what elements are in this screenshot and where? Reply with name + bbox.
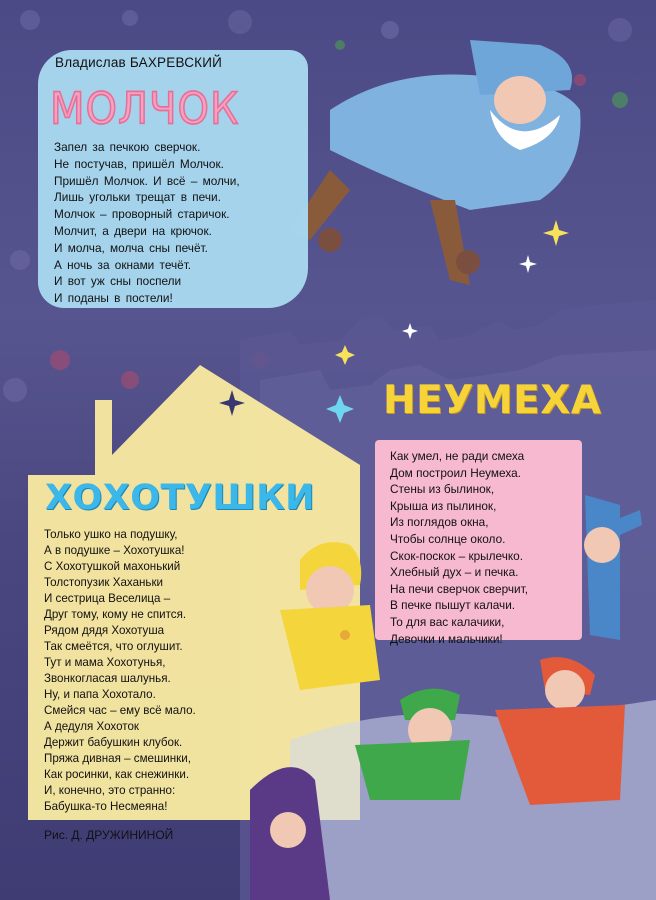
- poem-line: Как умел, не ради смеха: [390, 449, 525, 463]
- poem-line: И вот уж сны поспели: [54, 274, 182, 289]
- poem-title-neumekha: НЕУМЕХА: [383, 378, 602, 423]
- poem-line: Толстопузик Хаханьки: [44, 576, 164, 589]
- poem-text-khokhotushki: [44, 527, 196, 815]
- poem-line: Звонкогласая шалунья.: [44, 672, 171, 685]
- poem-line: Хлебный дух – и печка.: [390, 565, 519, 580]
- poem-line: В печке пышут калачи.: [390, 598, 516, 613]
- poem-line: С Хохотушкой махонький: [44, 560, 181, 573]
- poem-line: Пришёл Молчок. И всё – молчи,: [54, 173, 240, 188]
- poem-text-molchok: [54, 139, 240, 307]
- poem-line: И молча, молча сны печёт.: [54, 240, 208, 255]
- poem-line: Чтобы солнце около.: [390, 531, 506, 546]
- poem-line: Скок-поскок – крылечко.: [390, 548, 523, 563]
- poem-line: Лишь угольки трещат в печи.: [54, 190, 221, 205]
- poem-line: То для вас калачики,: [390, 614, 505, 629]
- poem-title-khokhotushki: ХОХОТУШКИ: [45, 478, 315, 518]
- poem-line: И поданы в постели!: [54, 291, 173, 306]
- poem-line: Крыша из пылинок,: [390, 498, 497, 513]
- poem-line: А дедуля Хохоток: [44, 720, 139, 733]
- poem-line: Так смеётся, что оглушит.: [44, 640, 183, 653]
- poem-line: Дом построил Неумеха.: [390, 465, 521, 480]
- poem-line: Запел за печкою сверчок.: [54, 140, 201, 154]
- poem-line: Как росинки, как снежинки.: [44, 768, 190, 781]
- poem-line: На печи сверчок сверчит,: [390, 581, 528, 596]
- molchok-old-man-icon: [290, 40, 581, 285]
- crescent-moon-icon: [371, 258, 397, 297]
- poem-line: Держит бабушкин клубок.: [44, 736, 183, 749]
- poem-line: А в подушке – Хохотушка!: [44, 544, 185, 557]
- poem-line: Бабушка-то Несмеяна!: [44, 800, 168, 813]
- poem-text-neumekha: [390, 448, 528, 647]
- poem-line: Из поглядов окна,: [390, 515, 489, 530]
- illustrator-credit: Рис. Д. ДРУЖИНИНОЙ: [44, 828, 174, 842]
- poem-line: И, конечно, это странно:: [44, 784, 176, 797]
- poem-line: Девочки и мальчики!: [390, 631, 503, 646]
- poem-line: Стены из былинок,: [390, 482, 495, 497]
- poem-title-molchok: МОЛЧОК: [50, 83, 240, 135]
- poem-line: Пряжа дивная – смешинки,: [44, 752, 191, 765]
- author-name: Владислав БАХРЕВСКИЙ: [55, 55, 223, 70]
- poem-line: Молчит, а двери на крючок.: [54, 223, 212, 238]
- poem-line: Ну, и папа Хохотало.: [44, 688, 156, 701]
- poem-line: А ночь за окнами течёт.: [54, 257, 192, 272]
- poem-line: Друг тому, кому не спится.: [44, 608, 187, 621]
- poem-line: Смейся час – ему всё мало.: [44, 704, 196, 717]
- poem-line: Тут и мама Хохотунья,: [44, 656, 166, 669]
- poem-line: Молчок – проворный старичок.: [54, 207, 230, 222]
- poem-line: Не постучав, пришёл Молчок.: [54, 156, 224, 171]
- poem-line: Рядом дядя Хохотуша: [44, 624, 165, 637]
- poem-line: И сестрица Веселица –: [44, 592, 171, 605]
- poem-line: Только ушко на подушку,: [44, 528, 178, 541]
